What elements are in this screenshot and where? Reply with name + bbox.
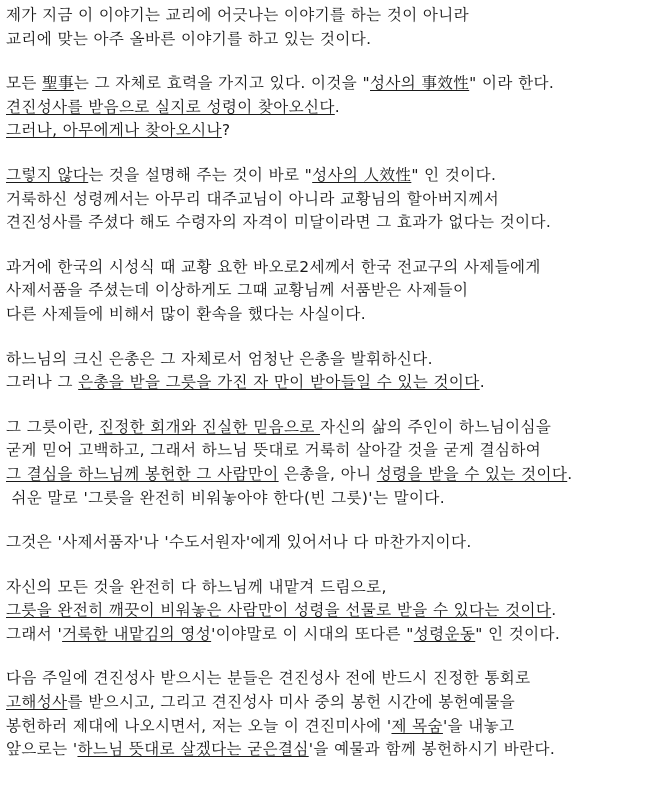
underlined-text: 그 결심을 하느님께 봉헌한 그 사람만이 <box>6 464 279 483</box>
underlined-text: 그릇을 완전히 깨끗이 비워놓은 사람만이 성령을 선물로 받을 수 있다는 것이다 <box>6 601 552 620</box>
paragraph <box>6 72 666 143</box>
text-segment: 그래서 ' <box>6 624 63 643</box>
paragraph <box>6 416 666 510</box>
text-line <box>6 303 666 327</box>
text-line <box>6 96 666 120</box>
text-segment: 는 것을 설명해 주는 것이 바로 " <box>88 165 313 184</box>
underlined-text: 제 목숨 <box>391 716 443 735</box>
text-segment: 거룩하신 성령께서는 아무리 대주교님이 아니라 교황님의 할아버지께서 <box>6 189 500 208</box>
text-line <box>6 348 666 372</box>
underlined-text: 성령운동 <box>413 624 476 643</box>
text-line <box>6 576 666 600</box>
text-segment: 자신의 모든 것을 완전히 다 하느님께 내맡겨 드림으로, <box>6 577 387 596</box>
text-segment: '을 내놓고 <box>442 716 515 735</box>
text-segment: 그러나 그 <box>6 373 79 392</box>
text-line <box>6 715 666 739</box>
underlined-text: 하느님 뜻대로 살겠다는 굳은결심 <box>77 740 309 759</box>
text-segment: 쉬운 말로 '그릇을 완전히 비워놓아야 한다(빈 그릇)'는 말이다. <box>6 488 446 507</box>
underlined-text: 성사의 人效性 <box>312 165 412 184</box>
underlined-text: 聖事 <box>42 74 74 93</box>
text-segment: 하느님의 크신 은총은 그 자체로서 엄청난 은총을 발휘하신다. <box>6 349 433 368</box>
text-line <box>6 691 666 715</box>
text-segment: 은총을, 아니 <box>278 464 377 483</box>
text-segment: 그것은 '사제서품자'나 '수도서원자'에게 있어서나 다 마찬가지이다. <box>6 533 472 552</box>
text-line <box>6 164 666 188</box>
paragraph <box>6 4 666 51</box>
text-line <box>6 188 666 212</box>
text-line <box>6 487 666 511</box>
text-segment: 다음 주일에 견진성사 받으시는 분들은 견진성사 전에 반드시 진정한 통회로 <box>6 669 531 688</box>
text-segment: 그 그릇이란, <box>6 417 99 436</box>
text-line <box>6 4 666 28</box>
text-line <box>6 211 666 235</box>
text-segment: 모든 <box>6 74 43 93</box>
text-line <box>6 623 666 647</box>
text-segment: 봉헌하러 제대에 나오시면서, 저는 오늘 이 견진미사에 ' <box>6 716 392 735</box>
text-segment: 굳게 믿어 고백하고, 그래서 하느님 뜻대로 거룩히 살아갈 것을 굳게 결심하여 <box>6 441 542 460</box>
underlined-text: 성령을 받을 수 있는 것이다 <box>376 464 568 483</box>
text-segment: " 인 것이다. <box>411 165 497 184</box>
underlined-text: 성사의 事效性 <box>370 74 470 93</box>
text-line <box>6 738 666 762</box>
text-line <box>6 28 666 52</box>
text-segment: 견진성사를 주셨다 해도 수령자의 자격이 미달이라면 그 효과가 없다는 것이다. <box>6 213 552 232</box>
text-segment: '이야말로 이 시대의 또다른 " <box>211 624 414 643</box>
text-line <box>6 72 666 96</box>
text-line <box>6 279 666 303</box>
paragraph <box>6 256 666 327</box>
text-line <box>6 463 666 487</box>
text-segment: 제가 지금 이 이야기는 교리에 어긋나는 이야기를 하는 것이 아니라 <box>6 6 470 24</box>
text-line <box>6 119 666 143</box>
text-line <box>6 667 666 691</box>
text-line <box>6 371 666 395</box>
text-segment: 앞으로는 ' <box>6 740 78 759</box>
text-segment: . <box>567 464 573 483</box>
text-line <box>6 256 666 280</box>
paragraph <box>6 667 666 761</box>
text-segment: ? <box>221 121 231 140</box>
text-segment: . <box>334 97 341 116</box>
text-segment: 는 그 자체로 효력을 가지고 있다. 이것을 " <box>73 74 371 93</box>
text-line <box>6 439 666 463</box>
paragraph <box>6 531 666 555</box>
underlined-text: 은총을 받을 그릇을 가진 자 만이 받아들일 수 있는 것이다 <box>78 373 480 392</box>
text-segment: . <box>551 601 557 620</box>
text-segment: " 인 것이다. <box>475 624 561 643</box>
text-segment: 교리에 맞는 아주 올바른 이야기를 하고 있는 것이다. <box>6 29 372 48</box>
text-line <box>6 599 666 623</box>
text-segment: '을 예물과 함께 봉헌하시기 바란다. <box>308 740 556 759</box>
document-body <box>6 4 666 783</box>
text-segment: 를 받으시고, 그리고 견진성사 미사 중의 봉헌 시간에 봉헌예물을 <box>67 693 516 712</box>
text-segment: " 이라 한다. <box>469 74 555 93</box>
text-segment: 자신의 삶의 주인이 하느님이심을 <box>320 417 552 436</box>
text-segment: 다른 사제들에 비해서 많이 환속을 했다는 사실이다. <box>6 304 367 323</box>
underlined-text: 그러나, 아무에게나 찾아오시나 <box>6 121 222 140</box>
underlined-text: 진정한 회개와 진실한 믿음으로 <box>98 417 321 436</box>
paragraph <box>6 348 666 395</box>
paragraph <box>6 164 666 235</box>
text-line <box>6 416 666 440</box>
underlined-text: 거룩한 내맡김의 영성 <box>62 624 212 643</box>
underlined-text: 그렇지 않다 <box>6 165 89 184</box>
underlined-text: 고해성사 <box>6 693 68 712</box>
text-segment: 사제서품을 주셨는데 이상하게도 그때 교황님께 서품받은 사제들이 <box>6 281 469 300</box>
text-segment: 과거에 한국의 시성식 때 교황 요한 바오로2세께서 한국 전교구의 사제들에게 <box>6 257 541 276</box>
paragraph <box>6 576 666 647</box>
text-segment: . <box>479 373 486 392</box>
underlined-text: 견진성사를 받음으로 실지로 성령이 찾아오신다 <box>6 97 335 116</box>
text-line <box>6 531 666 555</box>
